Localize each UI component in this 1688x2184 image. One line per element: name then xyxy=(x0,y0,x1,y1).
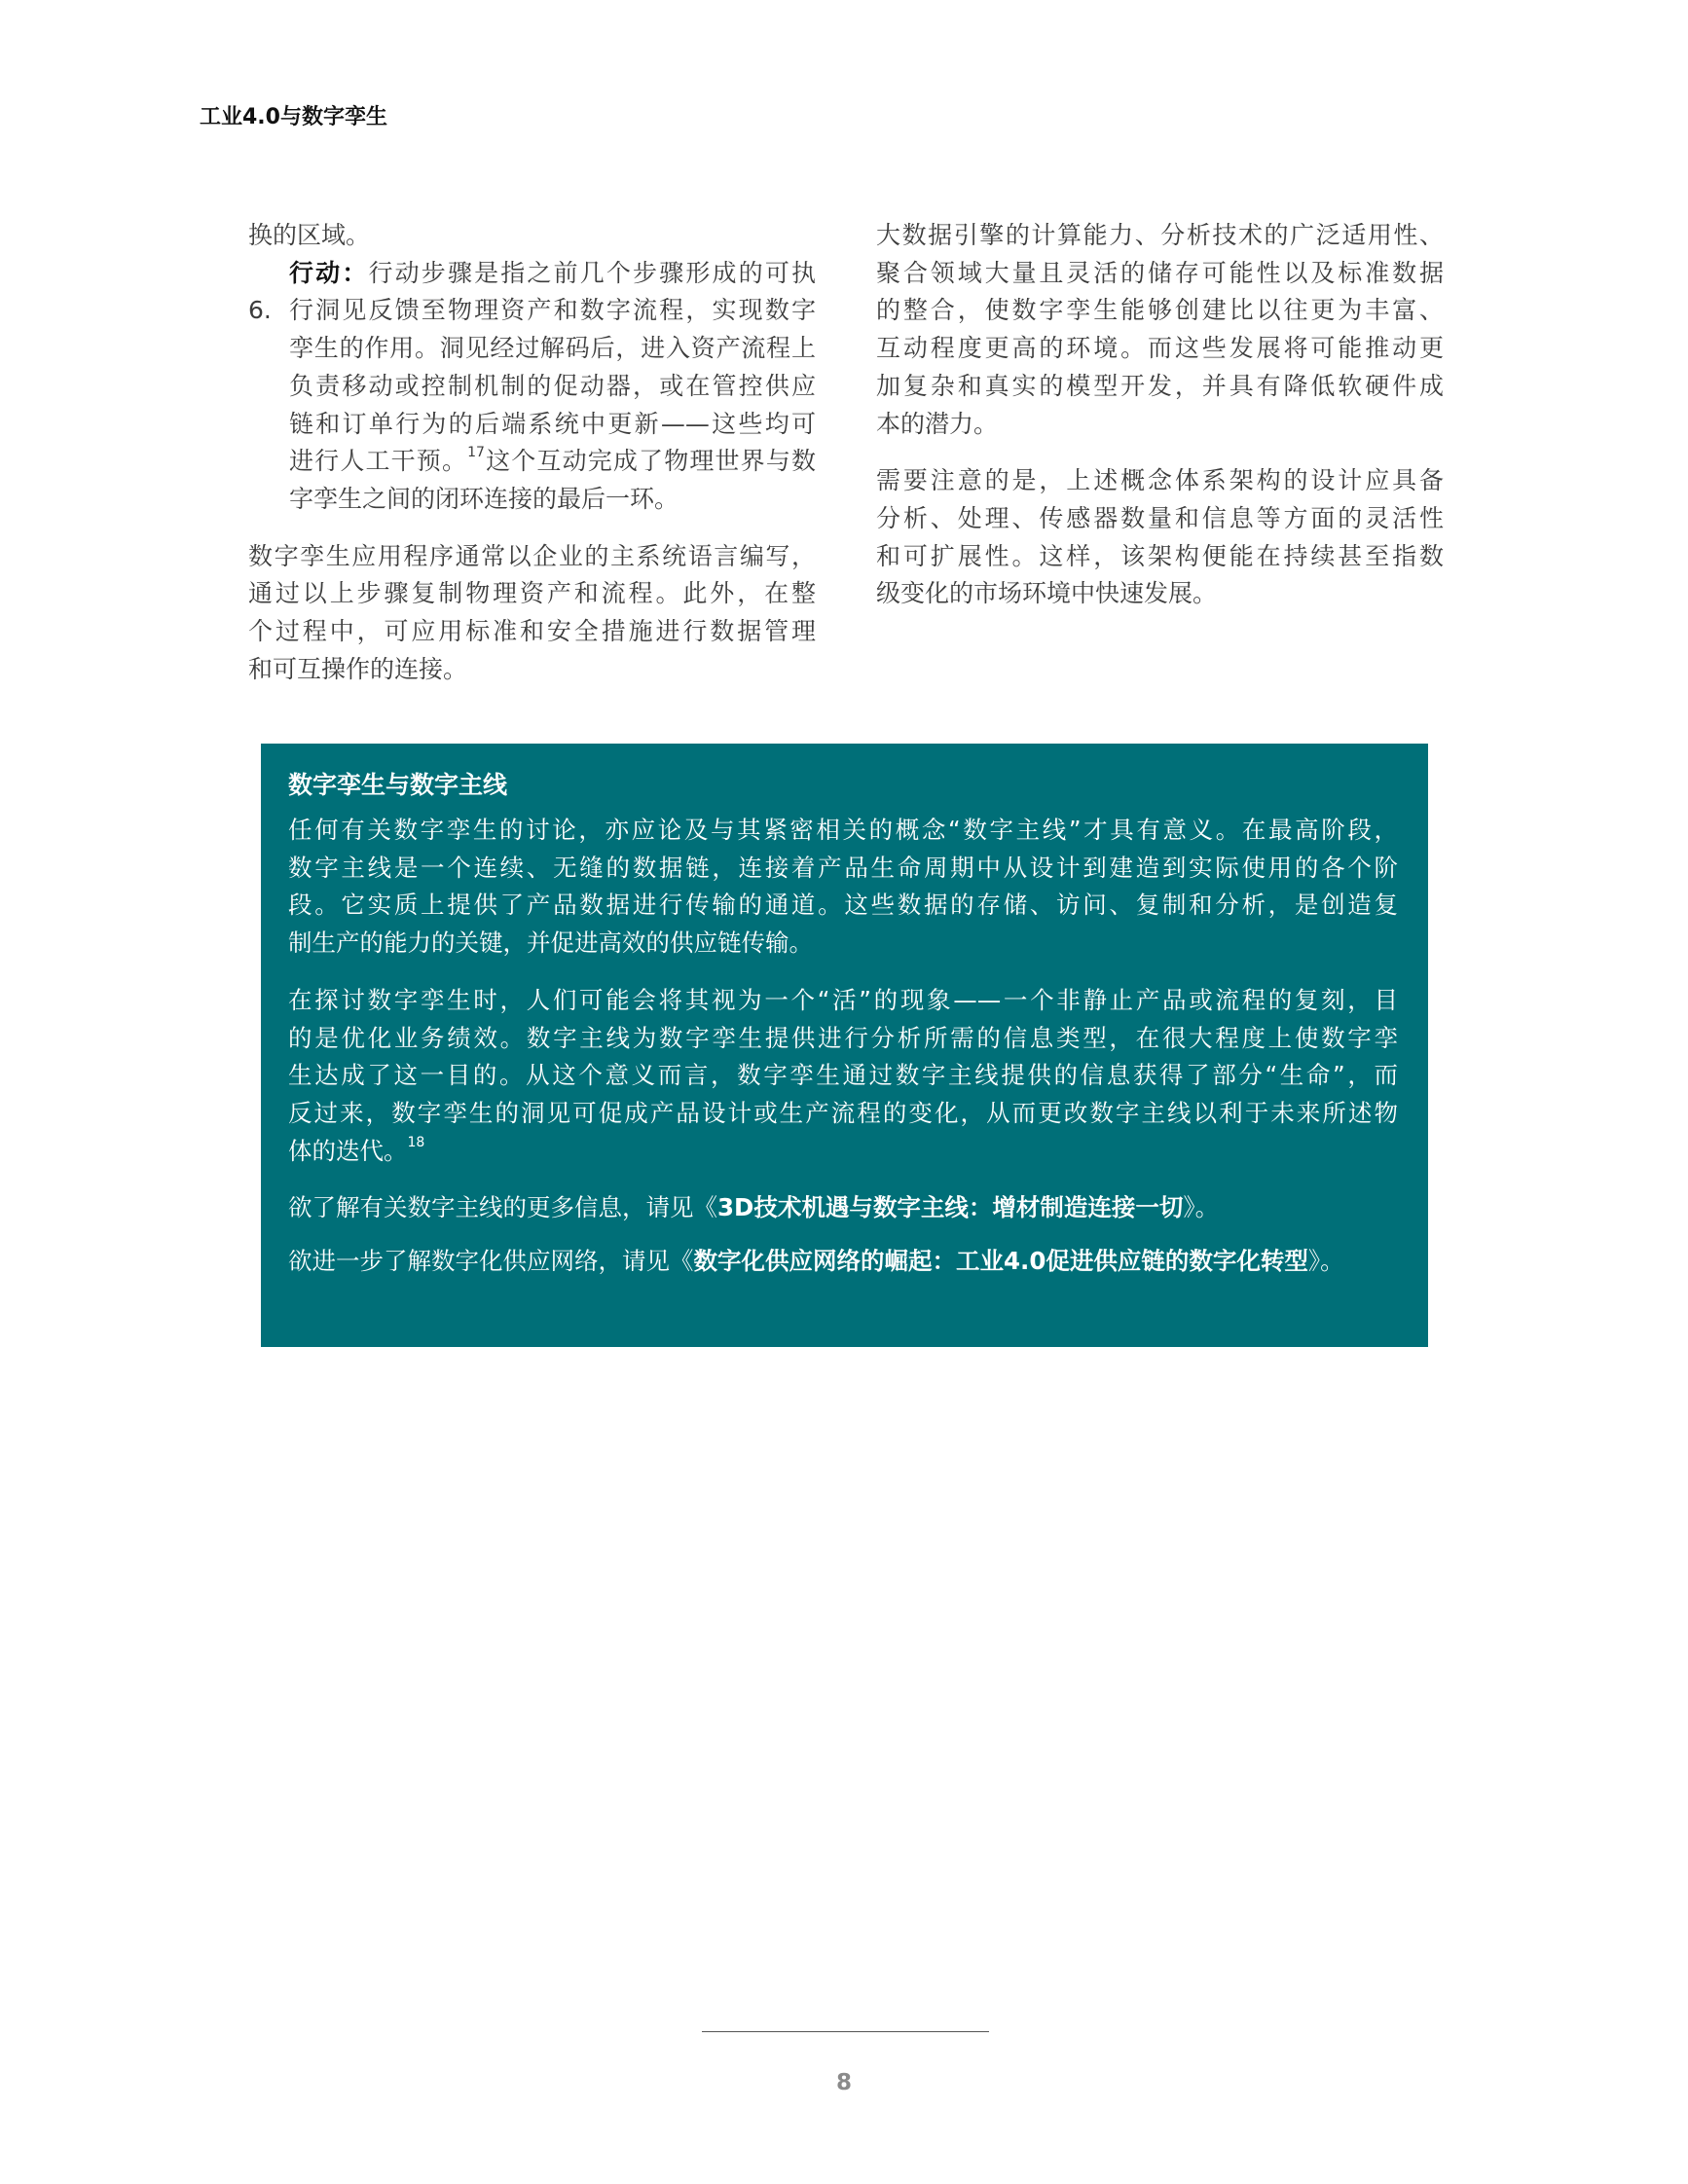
text-line: 链和订单行为的后端系统中更新——这些均可 xyxy=(289,409,816,438)
text-line: 聚合领域大量且灵活的储存可能性以及标准数据 xyxy=(876,258,1444,287)
bold-label: 行动： xyxy=(289,258,369,287)
text-line: 和可互操作的连接。 xyxy=(248,654,468,683)
sidebar-box-digital-thread xyxy=(261,744,1428,1347)
paragraph xyxy=(876,217,1444,443)
text-line: 制生产的能力的关键，并促进高效的供应链传输。 xyxy=(288,928,813,958)
publication-link[interactable]: 数字化供应网络的崛起：工业4.0促进供应链的数字化转型 xyxy=(693,1247,1308,1276)
further-reading-link-2 xyxy=(288,1243,1398,1281)
text-line: 字孪生之间的闭环连接的最后一环。 xyxy=(289,484,679,513)
paragraph xyxy=(288,812,1398,963)
text-segment: 欲进一步了解数字化供应网络，请见《 xyxy=(288,1247,694,1276)
box-title: 数字孪生与数字主线 xyxy=(288,771,508,799)
text-line: 行洞见反馈至物理资产和数字流程，实现数字 xyxy=(289,296,816,325)
text-line: 的是优化业务绩效。数字主线为数字孪生提供进行分析所需的信息类型，在很大程度上使数字孪 xyxy=(288,1023,1398,1052)
text-line xyxy=(289,443,816,481)
paragraph xyxy=(876,462,1444,613)
text-line: 负责移动或控制机制的促动器，或在管控供应 xyxy=(289,371,816,400)
footer-rule xyxy=(702,2031,989,2032)
text-line: 生达成了这一目的。从这个意义而言，数字孪生通过数字主线提供的信息获得了部分“生命”，而 xyxy=(288,1061,1398,1090)
footnote-ref[interactable]: 17 xyxy=(467,445,485,461)
box-body xyxy=(288,812,1398,1296)
page-number: 8 xyxy=(835,2070,852,2095)
text-line: 反过来，数字孪生的洞见可促成产品设计或生产流程的变化，从而更改数字主线以利于未来所述物 xyxy=(288,1098,1398,1127)
text-line: 互动程度更高的环境。而这些发展将可能推动更 xyxy=(876,334,1444,363)
text-line: 级变化的市场环境中快速发展。 xyxy=(876,579,1218,608)
list-item-6 xyxy=(248,255,816,519)
text-segment: 》。 xyxy=(1307,1247,1344,1276)
further-reading-link-1 xyxy=(288,1189,1398,1227)
text-segment: 进行人工干预。 xyxy=(289,447,468,476)
text-line: 需要注意的是，上述概念体系架构的设计应具备 xyxy=(876,466,1444,495)
list-item-text xyxy=(289,255,816,519)
publication-link[interactable]: 3D技术机遇与数字主线：增材制造连接一切 xyxy=(717,1193,1184,1222)
text-line: 分析、处理、传感器数量和信息等方面的灵活性 xyxy=(876,503,1444,532)
text-line: 通过以上步骤复制物理资产和流程。此外，在整 xyxy=(248,579,816,608)
left-column xyxy=(248,217,816,708)
text-line: 本的潜力。 xyxy=(876,409,999,438)
text-line: 段。它实质上提供了产品数据进行传输的通道。这些数据的存储、访问、复制和分析，是创造复 xyxy=(288,891,1398,920)
text-line: 加复杂和真实的模型开发，并具有降低软硬件成 xyxy=(876,371,1444,400)
text-line xyxy=(288,1133,1398,1171)
text-line: 数字孪生应用程序通常以企业的主系统语言编写， xyxy=(248,541,816,570)
text-segment: 体的迭代。 xyxy=(288,1136,408,1165)
text-line: 个过程中，可应用标准和安全措施进行数据管理 xyxy=(248,617,816,646)
right-column xyxy=(876,217,1444,633)
text-segment: 》。 xyxy=(1183,1193,1220,1222)
text-segment: 欲了解有关数字主线的更多信息，请见《 xyxy=(288,1193,717,1222)
continued-line: 换的区域。 xyxy=(248,221,371,249)
running-header: 工业4.0与数字孪生 xyxy=(200,105,387,129)
text-line: 和可扩展性。这样，该架构便能在持续甚至指数 xyxy=(876,541,1444,570)
text-line: 孪生的作用。洞见经过解码后，进入资产流程上 xyxy=(289,334,816,363)
text-line: 任何有关数字孪生的讨论，亦应论及与其紧密相关的概念“数字主线”才具有意义。在最高阶段， xyxy=(288,816,1398,844)
text-line: 的整合，使数字孪生能够创建比以往更为丰富、 xyxy=(876,296,1444,325)
text-line xyxy=(288,1189,1398,1227)
text-line: 数字主线是一个连续、无缝的数据链，连接着产品生命周期中从设计到建造到实际使用的各个阶 xyxy=(288,853,1398,882)
paragraph xyxy=(248,538,816,689)
text-segment: 这个互动完成了物理世界与数 xyxy=(484,447,816,476)
text-segment: 行动步骤是指之前几个步骤形成的可执 xyxy=(368,258,816,287)
text-line xyxy=(288,1243,1398,1281)
text-line: 在探讨数字孪生时，人们可能会将其视为一个“活”的现象——一个非静止产品或流程的复刻，目 xyxy=(288,985,1398,1014)
footnote-ref[interactable]: 18 xyxy=(407,1134,425,1150)
text-line: 大数据引擎的计算能力、分析技术的广泛适用性、 xyxy=(876,221,1444,249)
list-number: 6. xyxy=(248,296,272,325)
text-line xyxy=(289,255,816,293)
paragraph xyxy=(288,982,1398,1171)
